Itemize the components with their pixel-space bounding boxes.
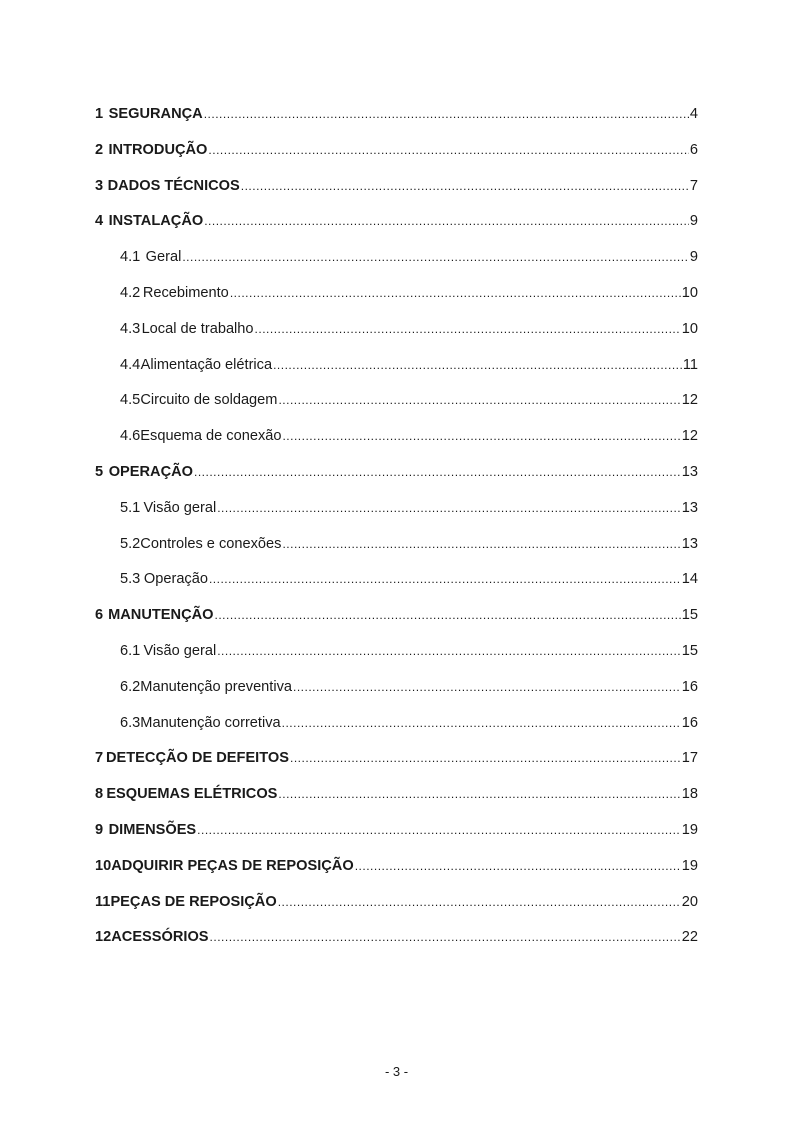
toc-entry[interactable] <box>95 138 698 174</box>
dot-leader <box>210 925 681 949</box>
toc-entry-number: 6.1 <box>120 642 141 659</box>
toc-entry-page: 19 <box>681 857 698 874</box>
dot-leader <box>194 460 681 484</box>
toc-entry-number: 4.4 <box>120 356 141 373</box>
toc-entry-page: 9 <box>689 213 698 230</box>
toc-entry-number: 4.5 <box>120 392 141 409</box>
toc-entry-number: 5.3 <box>120 571 141 588</box>
toc-entry-number: 4.6 <box>120 428 141 445</box>
dot-leader <box>282 711 681 735</box>
toc-entry[interactable] <box>95 174 698 210</box>
dot-leader <box>273 353 682 377</box>
toc-entry-page: 13 <box>681 463 698 480</box>
toc-entry[interactable] <box>95 317 698 353</box>
toc-entry-number: 1 <box>95 106 104 122</box>
toc-entry-page: 11 <box>682 356 698 373</box>
toc-entry-title: Alimentação elétrica <box>140 356 273 373</box>
toc-entry-title: Manutenção preventiva <box>140 678 293 695</box>
dot-leader <box>282 424 680 448</box>
dot-leader <box>209 567 681 591</box>
toc-entry-page: 10 <box>681 284 698 301</box>
toc-entry[interactable] <box>95 102 698 138</box>
toc-entry[interactable] <box>95 209 698 245</box>
dot-leader <box>217 639 681 663</box>
toc-entry-title: Local de trabalho <box>141 320 254 337</box>
toc-entry[interactable] <box>95 353 698 389</box>
toc-entry[interactable] <box>95 711 698 747</box>
toc-entry-page: 10 <box>681 320 698 337</box>
toc-entry[interactable] <box>95 782 698 818</box>
toc-entry-title: MANUTENÇÃO <box>108 607 214 624</box>
toc-entry-title: OPERAÇÃO <box>108 463 194 480</box>
toc-entry-page: 9 <box>689 249 698 266</box>
dot-leader <box>215 603 681 627</box>
toc-entry-title: DIMENSÕES <box>108 821 197 838</box>
toc-entry-title: SEGURANÇA <box>108 106 203 122</box>
toc-entry-number: 7 <box>95 750 104 767</box>
toc-entry-number: 2 <box>95 141 104 158</box>
toc-entry-title: INTRODUÇÃO <box>108 141 208 158</box>
dot-leader <box>197 818 681 842</box>
toc-entry-number: 8 <box>95 786 104 803</box>
toc-entry-page: 16 <box>681 714 698 731</box>
table-of-contents <box>95 102 698 961</box>
toc-entry-number: 4.3 <box>120 320 141 337</box>
dot-leader <box>230 281 681 305</box>
toc-entry[interactable] <box>95 639 698 675</box>
dot-leader <box>278 782 680 806</box>
toc-entry-number: 12 <box>95 929 112 946</box>
toc-entry-title: Controles e conexões <box>140 535 282 552</box>
toc-entry-title: Visão geral <box>143 499 217 516</box>
dot-leader <box>278 890 681 914</box>
toc-entry-page: 6 <box>689 141 698 158</box>
toc-entry[interactable] <box>95 496 698 532</box>
toc-entry-title: Visão geral <box>143 642 217 659</box>
toc-entry-page: 20 <box>681 893 698 910</box>
toc-entry[interactable] <box>95 746 698 782</box>
toc-entry-number: 10 <box>95 857 112 874</box>
toc-entry[interactable] <box>95 603 698 639</box>
toc-entry[interactable] <box>95 388 698 424</box>
toc-entry-number: 5 <box>95 463 104 480</box>
toc-entry[interactable] <box>95 818 698 854</box>
toc-entry-title: Geral <box>145 249 182 266</box>
toc-entry[interactable] <box>95 567 698 603</box>
toc-entry[interactable] <box>95 245 698 281</box>
dot-leader <box>255 317 681 341</box>
toc-entry-page: 14 <box>681 571 698 588</box>
toc-entry[interactable] <box>95 925 698 961</box>
toc-entry-number: 6.3 <box>120 714 141 731</box>
dot-leader <box>182 245 689 269</box>
dot-leader <box>241 174 689 198</box>
toc-entry-title: INSTALAÇÃO <box>108 213 204 230</box>
toc-entry-title: ESQUEMAS ELÉTRICOS <box>106 786 278 803</box>
toc-entry-number: 5.1 <box>120 499 141 516</box>
dot-leader <box>208 138 688 162</box>
toc-entry[interactable] <box>95 281 698 317</box>
dot-leader <box>217 496 681 520</box>
toc-entry-title: DETECÇÃO DE DEFEITOS <box>105 750 289 767</box>
toc-entry-page: 12 <box>681 392 698 409</box>
toc-entry-title: Operação <box>143 571 208 588</box>
toc-entry-page: 22 <box>681 929 698 946</box>
toc-entry[interactable] <box>95 460 698 496</box>
toc-entry-page: 13 <box>681 535 698 552</box>
dot-leader <box>204 209 689 233</box>
dot-leader <box>293 675 681 699</box>
toc-entry-title: ADQUIRIR PEÇAS DE REPOSIÇÃO <box>111 857 354 874</box>
toc-entry-title: Circuito de soldagem <box>140 392 278 409</box>
toc-entry[interactable] <box>95 424 698 460</box>
dot-leader <box>282 532 680 556</box>
toc-entry-number: 6 <box>95 607 104 624</box>
toc-entry-number: 4.1 <box>120 249 141 266</box>
toc-entry-title: Recebimento <box>142 284 229 301</box>
toc-entry-page: 15 <box>681 642 698 659</box>
dot-leader <box>204 102 689 126</box>
toc-entry-page: 18 <box>681 786 698 803</box>
toc-entry-title: DADOS TÉCNICOS <box>107 177 240 194</box>
toc-entry[interactable] <box>95 532 698 568</box>
dot-leader <box>355 854 681 878</box>
toc-entry-page: 13 <box>681 499 698 516</box>
toc-entry-title: Esquema de conexão <box>140 428 282 445</box>
toc-entry-title: PEÇAS DE REPOSIÇÃO <box>110 893 277 910</box>
toc-entry-number: 3 <box>95 177 104 194</box>
toc-entry-page: 19 <box>681 821 698 838</box>
toc-entry-page: 17 <box>681 750 698 767</box>
toc-entry-number: 4 <box>95 213 104 230</box>
toc-entry-page: 15 <box>681 607 698 624</box>
dot-leader <box>278 388 680 412</box>
toc-entry-number: 9 <box>95 821 104 838</box>
dot-leader <box>290 746 681 770</box>
toc-entry-page: 7 <box>689 177 698 194</box>
toc-entry[interactable] <box>95 890 698 926</box>
page-number: - 3 - <box>384 1064 409 1079</box>
toc-entry-number: 5.2 <box>120 535 141 552</box>
toc-entry-number: 6.2 <box>120 678 141 695</box>
toc-entry-title: ACESSÓRIOS <box>111 929 209 946</box>
toc-entry[interactable] <box>95 854 698 890</box>
toc-entry-number: 11 <box>95 893 111 910</box>
toc-entry-number: 4.2 <box>120 284 141 301</box>
toc-entry-page: 16 <box>681 678 698 695</box>
toc-entry-page: 4 <box>689 106 698 122</box>
toc-entry-page: 12 <box>681 428 698 445</box>
toc-entry[interactable] <box>95 675 698 711</box>
toc-entry-title: Manutenção corretiva <box>140 714 281 731</box>
